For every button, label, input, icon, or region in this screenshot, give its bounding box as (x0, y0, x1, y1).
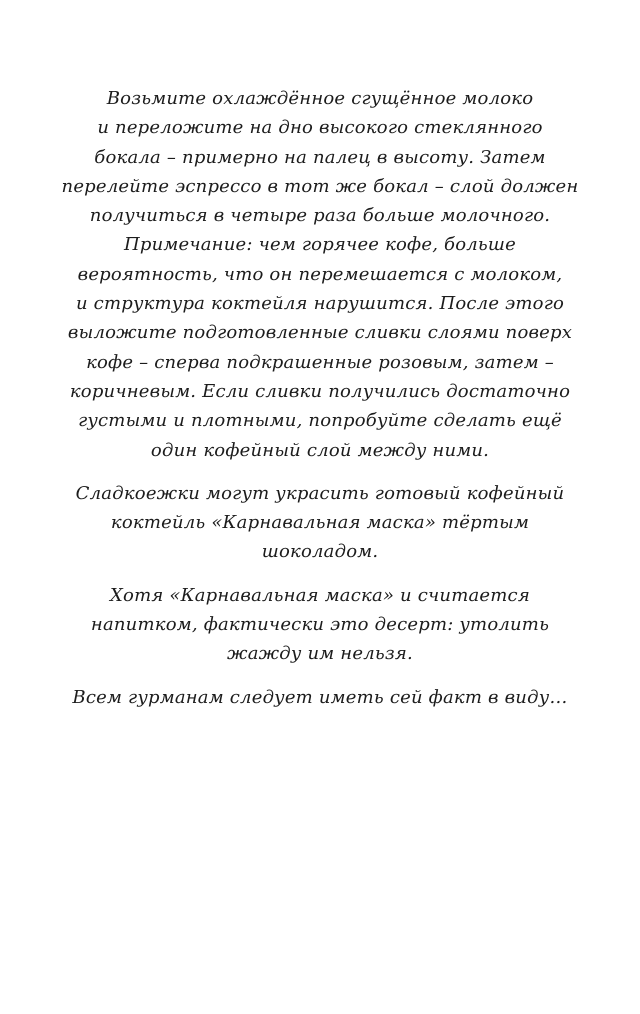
text-line: жажду им нельзя. (227, 643, 413, 665)
text-line: коктейль «Карнавальная маска» тёртым (110, 512, 530, 534)
text-line: Хотя «Карнавальная маска» и считается (110, 584, 530, 606)
text-line: густыми и плотными, попробуйте сделать ещё (78, 410, 562, 432)
text-line: вероятность, что он перемешается с молоком, (77, 263, 563, 285)
text-line: и переложите на дно высокого стеклянного (97, 117, 543, 139)
text-line: один кофейный слой между ними. (150, 439, 490, 461)
text-line: напитком, фактически это десерт: утолить (90, 614, 550, 636)
text-line: получиться в четыре раза больше молочного. (89, 205, 551, 227)
body-text (40, 84, 600, 712)
text-line: шоколадом. (261, 541, 379, 563)
paragraph-closing (40, 683, 600, 712)
text-line: Сладкоежки могут украсить готовый кофейный (75, 482, 565, 504)
text-line: бокала – примерно на палец в высоту. Затем (94, 146, 546, 168)
text-line: кофе – сперва подкрашенные розовым, затем – (86, 351, 554, 373)
text-line: и структура коктейля нарушится. После этого (75, 293, 565, 315)
text-line: перелейте эспрессо в тот же бокал – слой должен (61, 175, 579, 197)
paragraph-dessert-note (40, 581, 600, 669)
text-line: выложите подготовленные сливки слоями поверх (67, 322, 573, 344)
text-line: Примечание: чем горячее кофе, больше (123, 234, 517, 256)
text-line: коричневым. Если сливки получились достаточно (69, 380, 571, 402)
paragraph-chocolate-tip (40, 479, 600, 567)
text-line: Возьмите охлаждённое сгущённое молоко (106, 88, 534, 109)
text-line: Всем гурманам следует иметь сей факт в виду… (72, 686, 568, 708)
paragraph-recipe-steps (40, 84, 600, 465)
